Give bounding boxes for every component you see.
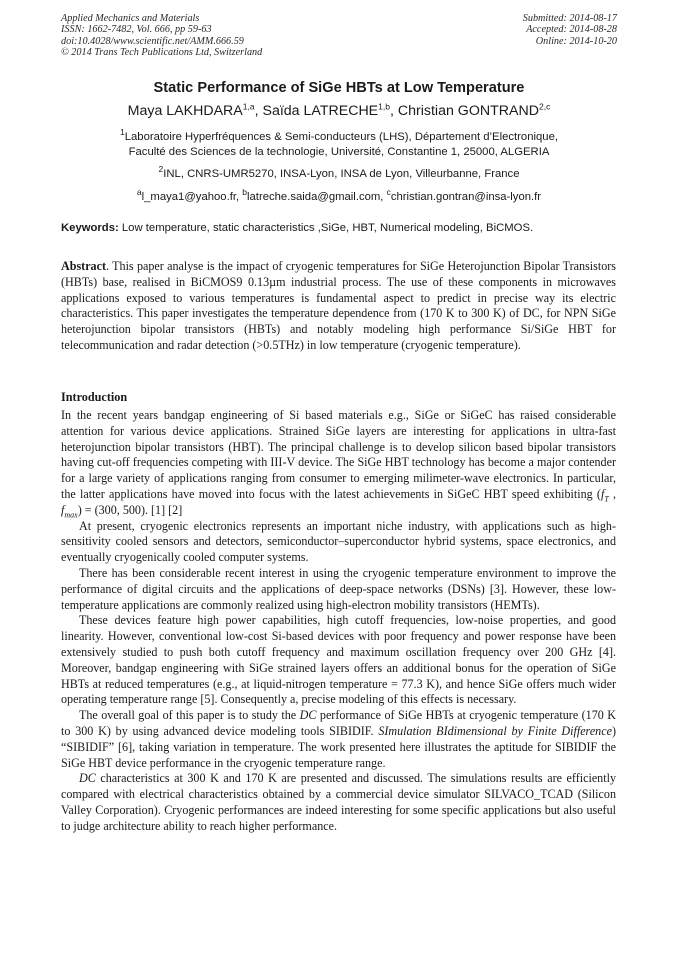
ft-subscript: T xyxy=(604,494,609,504)
author-list: Maya LAKHDARA$^{1,a}$, Saïda LATRECHE$^{1,b}$, Christian GONTRAND$^{2,c}$ xyxy=(127,101,551,119)
email-link[interactable]: latreche.saida@gmail.com, xyxy=(247,191,387,203)
intro-paragraph: There has been considerable recent interest in using the cryogenic temperature environment to improve the performance of digital circuits and the applications of deep-space networks (DSNs) [3]. However, these low-temperature applications are commonly realized using high-electron mobility transistors (HEMTs). xyxy=(61,565,616,612)
intro-text: characteristics at 300 K and 170 K are presented and discussed. The simulations results are efficiently compared with electrical characteristics obtained by a commercial device simulator SILVACO_TCAD (Silicon Valley Corporation). Cryogenic performances are indeed interesting for some specific applications but also useful to judge architecture ability to reach higher performance. xyxy=(61,771,616,833)
affiliation-superscript: 1 xyxy=(120,127,125,138)
affiliation-line: Faculté des Sciences de la technologie, Université, Constantine 1, 25000, ALGERIA xyxy=(128,146,550,158)
email-link[interactable]: l_maya1@yahoo.fr, xyxy=(141,191,243,203)
sibidif-expansion: SImulation BIdimensional by Finite Difference xyxy=(378,723,612,738)
affiliation-line: Laboratoire Hyperfréquences & Semi-conducteurs (LHS), Département d’Electronique, xyxy=(124,131,558,143)
author-name: Saïda LATRECHE xyxy=(262,103,379,119)
dc-term: DC xyxy=(79,771,96,786)
affiliation-superscript: 2 xyxy=(158,164,164,175)
author-name: Maya LAKHDARA xyxy=(127,103,243,119)
author-name: Christian GONTRAND xyxy=(397,103,539,119)
accepted-date: Accepted: 2014-08-28 xyxy=(526,24,617,36)
affiliation-1 xyxy=(0,127,678,160)
intro-text: performance of SiGe HBTs at cryogenic temperature (170 K to 300 K) by using advanced device modeling tools SIBIDIF. xyxy=(61,708,616,738)
email-link[interactable]: christian.gontran@insa-lyon.fr xyxy=(390,191,542,203)
email-superscript: c xyxy=(386,187,391,198)
affiliation-line: INL, CNRS-UMR5270, INSA-Lyon, INSA de Lyon, Villeurbanne, France xyxy=(163,168,520,180)
paper-title: Static Performance of SiGe HBTs at Low Temperature xyxy=(153,80,525,96)
author-emails xyxy=(0,187,678,205)
journal-name: Applied Mechanics and Materials xyxy=(61,13,200,24)
abstract-block xyxy=(61,259,616,354)
dates-header xyxy=(523,13,617,47)
section-heading-introduction: Introduction xyxy=(61,390,128,404)
abstract-label: Abstract xyxy=(61,259,107,273)
email-superscript: a xyxy=(136,187,142,198)
introduction-body xyxy=(61,408,616,835)
ft-symbol: f xyxy=(600,486,605,501)
submitted-date: Submitted: 2014-08-17 xyxy=(522,13,617,24)
keywords-line xyxy=(61,222,621,234)
intro-paragraph xyxy=(61,408,616,519)
keywords-text: Low temperature, static characteristics ,SiGe, HBT, Numerical modeling, BiCMOS. xyxy=(118,222,534,234)
intro-text: The overall goal of this paper is to study the xyxy=(79,708,300,723)
intro-text: ) “SIBIDIF” [6], taking variation in temperature. The work presented here illustrates the aptitude for SIBIDIF the SiGe HBT device performance in the cryogenic temperature range. xyxy=(61,723,616,770)
author-superscript: 2,c xyxy=(538,101,551,112)
fmax-subscript: max xyxy=(64,510,78,520)
symbol-separator: , xyxy=(608,486,617,501)
intro-text: In the recent years bandgap engineering of Si based materials e.g., SiGe or SiGeC has raised considerable attention for various device applications. Strained SiGe layers are interesting for applications in ultra-fast heterojunction bipolar transistors (HBT). The principal challenge is to develop silicon based bipolar transistors having cut-off frequencies competing with III-V device. The SiGe HBT technology has become a major contender for a large variety of applications ranging from consumer to emerging milimeter-wave electronics. In particular, the latter applications have moved into focus with the latest achievements in SiGeC HBT speed exhibiting ( xyxy=(61,408,616,501)
author-superscript: 1,b xyxy=(378,101,390,112)
intro-paragraph xyxy=(61,708,616,771)
fmax-symbol: f xyxy=(61,502,65,517)
journal-header xyxy=(61,13,262,59)
author-superscript: 1,a xyxy=(242,101,255,112)
intro-paragraph: These devices feature high power capabilities, high cutoff frequencies, low-noise properties, and good linearity. However, conventional low-cost Si-based devices with poor frequency and power response have been extensively studied to push both cutoff frequency and maximum oscillation frequency over 200 GHz [4]. Moreover, bandgap engineering with SiGe strained layers offers an additional bonus for the operation of SiGe HBTs at reduced temperatures (e.g., at liquid-nitrogen temperature = 77.3 K), and hence SiGe offers much wider operating temperature range [5]. Consequently a, precise modeling of this effects is necessary. xyxy=(61,613,616,707)
abstract-text: . This paper analyse is the impact of cryogenic temperatures for SiGe Heterojunction Bipolar Transistors (HBTs) base, realised in BiCMOS9 0.13µm industrial process. The use of these components in microwaves applications exposed to various temperatures is fundamental aspect to predict in precise way its electric characteristics. This paper investigates the temperature dependence from (170 K to 300 K) of DC, for NPN SiGe heterojunction bipolar transistors (HBTs) and notably modeling high performance Si/SiGe HBT for telecommunication and radar detection (>0.5THz) in low temperature (cryogenic temperature). xyxy=(61,259,616,352)
copyright-line: © 2014 Trans Tech Publications Ltd, Switzerland xyxy=(61,47,263,59)
issn-line: ISSN: 1662-7482, Vol. 666, pp 59-63 xyxy=(61,24,212,36)
keywords-label: Keywords: xyxy=(61,222,119,234)
doi-line: doi:10.4028/www.scientific.net/AMM.666.59 xyxy=(61,35,244,47)
email-superscript: b xyxy=(242,187,248,198)
affiliation-2 xyxy=(0,164,678,182)
intro-text: ) = (300, 500). [1] [2] xyxy=(77,502,183,517)
intro-paragraph xyxy=(61,771,616,834)
online-date: Online: 2014-10-20 xyxy=(535,35,617,47)
dc-term: DC xyxy=(299,708,317,723)
intro-paragraph: At present, cryogenic electronics represents an important niche industry, with applications such as high-sensitivity cooled sensors and detectors, semiconductor–superconductor hybrid systems, space electronics, and eventually cryogenically cooled computer systems. xyxy=(61,518,616,565)
